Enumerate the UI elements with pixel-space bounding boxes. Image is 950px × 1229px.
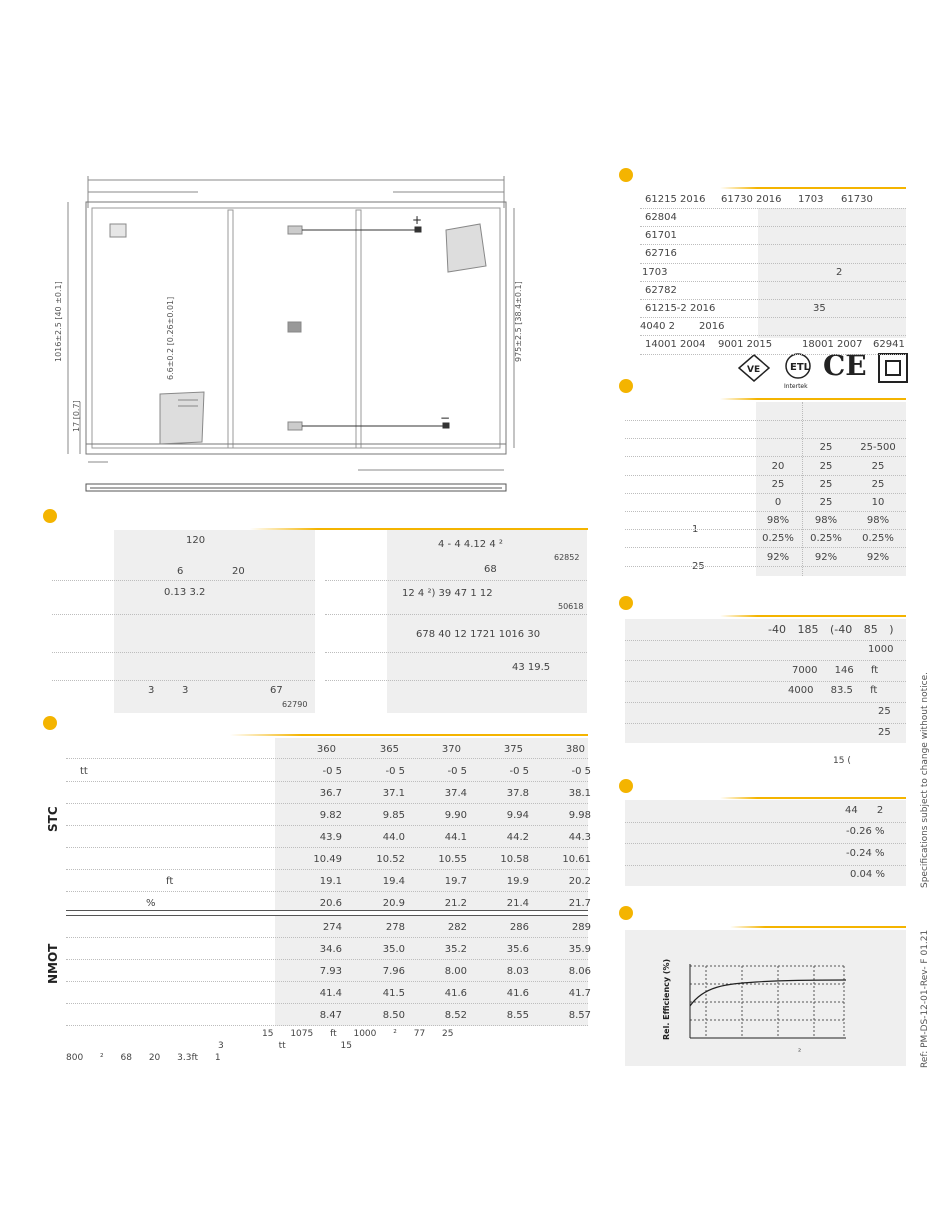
temp-nmot: 44 2 xyxy=(845,805,884,816)
dim-height-right: 975±2.5 [38.4±0.1] xyxy=(514,281,523,362)
cert-r2: 62804 xyxy=(645,212,677,223)
elec-stc-cell: 9.90 xyxy=(444,810,467,821)
mech-ip-value: 68 xyxy=(484,564,497,575)
dim-hole: 6.6±0.2 [0.26±0.01] xyxy=(166,296,175,380)
row-divider xyxy=(625,529,906,530)
elec-nmot-cell: 8.52 xyxy=(444,1010,467,1021)
row-divider xyxy=(66,847,588,848)
warranty-label-25: 25 xyxy=(692,561,705,572)
cert-r5-a: 1703 xyxy=(642,267,668,278)
elec-foot-1: 15 1075 ft 1000 ² 77 25 xyxy=(262,1029,454,1039)
elec-stc-cell: 43.9 xyxy=(319,832,342,843)
row-divider xyxy=(625,660,906,661)
row-divider xyxy=(640,281,906,282)
warranty-cell: 92% xyxy=(766,551,790,563)
elec-nmot-cell: 35.2 xyxy=(444,944,467,955)
elec-stc-cell: 21.4 xyxy=(506,898,529,909)
warranty-label-1: 1 xyxy=(692,524,699,535)
etl-logo-text: Intertek xyxy=(784,383,808,390)
warranty-cell: 98% xyxy=(814,515,838,527)
row-divider xyxy=(640,226,906,227)
elec-nmot-cell: 35.6 xyxy=(506,944,529,955)
oper-note: 15 ( xyxy=(833,756,851,766)
row-divider xyxy=(625,511,906,512)
elec-foot-3: 800 ² 68 20 3.3ft 1 xyxy=(66,1053,221,1063)
oper-voltage: 1000 xyxy=(868,644,894,655)
cert-r9-c: 18001 2007 xyxy=(802,339,863,350)
cert-r6: 62782 xyxy=(645,285,677,296)
elec-stc-cell: -0 5 xyxy=(322,766,342,777)
row-divider xyxy=(640,208,906,209)
warranty-cell: 10 xyxy=(871,497,885,508)
elec-stc-cell: -0 5 xyxy=(385,766,405,777)
cert-r3: 61701 xyxy=(645,230,677,241)
elec-nmot-cell: 34.6 xyxy=(319,944,342,955)
elec-nmot-cell: 41.7 xyxy=(568,988,591,999)
mech-cable-spec-sub: 50618 xyxy=(558,602,584,611)
elec-stc-cell: 37.1 xyxy=(382,788,405,799)
row-divider xyxy=(640,244,906,245)
cert-r5-b: 2 xyxy=(836,267,843,278)
elec-stc-cell: 19.7 xyxy=(444,876,467,887)
elec-stc-cell: 21.7 xyxy=(568,898,591,909)
row-divider xyxy=(66,1025,588,1026)
elec-nmot-cell: 41.4 xyxy=(319,988,342,999)
elec-nmot-cell: 41.6 xyxy=(444,988,467,999)
module-drawing xyxy=(48,172,528,512)
elec-row-label: % xyxy=(146,898,156,909)
warranty-cell: 98% xyxy=(866,515,890,527)
elec-stc-cell: 44.1 xyxy=(444,832,467,843)
elec-nmot-cell: 7.96 xyxy=(382,966,405,977)
oper-load-front: 7000 146 ft xyxy=(792,665,879,676)
elec-stc-cell: -0 5 xyxy=(571,766,591,777)
oper-load-back: 4000 83.5 ft xyxy=(788,685,878,696)
etl-logo-icon xyxy=(780,352,816,390)
warranty-cell: 25 xyxy=(819,478,833,490)
elec-stc-cell: 36.7 xyxy=(319,788,342,799)
row-divider xyxy=(325,652,587,653)
row-divider xyxy=(640,335,906,336)
mech-cable-b: 3 xyxy=(182,685,189,696)
section-bullet-warranty xyxy=(619,379,633,393)
elec-nmot-cell: 289 xyxy=(571,922,591,933)
lowlight-ylabel: Rel. Efficiency (%) xyxy=(662,958,671,1040)
row-divider xyxy=(625,681,906,682)
section-rule-electrical xyxy=(230,734,588,736)
mech-cells-value: 120 xyxy=(186,535,206,546)
ve-logo-icon xyxy=(738,354,770,382)
warranty-cell: 0.25% xyxy=(862,533,894,545)
elec-stc-cell: -0 5 xyxy=(509,766,529,777)
row-divider xyxy=(325,580,587,581)
elec-col-header: 360 xyxy=(316,744,336,755)
cert-panel xyxy=(758,208,906,338)
section-bullet-certifications xyxy=(619,168,633,182)
row-divider xyxy=(325,680,587,681)
row-divider xyxy=(625,420,906,421)
elec-nmot-cell: 41.6 xyxy=(506,988,529,999)
ve-logo-text: VE xyxy=(747,365,761,375)
warranty-cell: 0.25% xyxy=(762,533,794,545)
elec-stc-cell: 19.4 xyxy=(382,876,405,887)
elec-stc-cell: 19.1 xyxy=(319,876,342,887)
mech-jbox-value: 4 - 4 4.12 4 ² xyxy=(438,539,503,550)
row-divider xyxy=(640,263,906,264)
elec-nmot-cell: 8.06 xyxy=(568,966,591,977)
cert-r8-b: 2016 xyxy=(699,321,725,332)
row-divider xyxy=(66,891,588,892)
oper-temp: -40 185 (-40 85 ) xyxy=(768,623,894,636)
elec-stc-cell: 9.98 xyxy=(568,810,591,821)
section-rule-lowlight xyxy=(730,926,906,928)
row-divider xyxy=(66,825,588,826)
elec-stc-cell: 9.85 xyxy=(382,810,405,821)
elec-stc-cell: 37.8 xyxy=(506,788,529,799)
row-divider xyxy=(625,702,906,703)
elec-nmot-cell: 274 xyxy=(322,922,342,933)
temp-isc-coef: 0.04 % xyxy=(850,869,885,880)
mech-weight: 43 19.5 xyxy=(512,662,551,673)
dim-bottom: 17 [0.7] xyxy=(72,400,81,432)
elec-nmot-cell: 8.03 xyxy=(506,966,529,977)
warranty-cell: 25 xyxy=(819,442,833,454)
section-bullet-temperature xyxy=(619,779,633,793)
row-divider xyxy=(625,566,906,567)
mech-jbox-sub: 62852 xyxy=(554,553,580,562)
section-rule-certifications xyxy=(720,187,906,189)
mechanical-panel-left xyxy=(114,530,315,713)
ce-logo-icon: CE xyxy=(823,349,867,382)
temp-pmax-coef: -0.26 % xyxy=(846,826,885,837)
etl-mark: ETL xyxy=(790,362,811,373)
elec-nmot-cell: 282 xyxy=(447,922,467,933)
elec-stc-cell: 10.49 xyxy=(313,854,342,865)
cert-r7-a: 61215-2 2016 xyxy=(645,303,716,314)
elec-col-header: 375 xyxy=(503,744,523,755)
elec-nmot-cell: 35.9 xyxy=(568,944,591,955)
section-rule-operating xyxy=(720,615,906,617)
elec-stc-cell: 44.0 xyxy=(382,832,405,843)
elec-nmot-cell: 278 xyxy=(385,922,405,933)
elec-col-header: 370 xyxy=(441,744,461,755)
row-divider xyxy=(325,614,587,615)
cert-r1-c: 1703 xyxy=(798,194,824,205)
elec-nmot-cell: 41.5 xyxy=(382,988,405,999)
row-divider xyxy=(625,843,906,844)
elec-nmot-cell: 286 xyxy=(509,922,529,933)
elec-stc-cell: 10.61 xyxy=(562,854,591,865)
cert-r9-b: 9001 2015 xyxy=(718,339,773,350)
elec-stc-cell: 10.55 xyxy=(438,854,467,865)
mech-cable-a: 3 xyxy=(148,685,155,696)
elec-stc-cell: 38.1 xyxy=(568,788,591,799)
cert-r7-b: 35 xyxy=(813,303,826,314)
elec-col-header: 365 xyxy=(379,744,399,755)
row-divider xyxy=(625,547,906,548)
warranty-cell: 92% xyxy=(814,551,838,563)
mech-glass-value: 0.13 3.2 xyxy=(164,587,206,598)
elec-stc-cell: 44.2 xyxy=(506,832,529,843)
stc-label: STC xyxy=(46,806,60,832)
row-divider xyxy=(625,723,906,724)
lowlight-chart xyxy=(686,962,850,1042)
warranty-cell: 25 xyxy=(819,497,833,508)
elec-stc-cell: 19.9 xyxy=(506,876,529,887)
section-rule-warranty xyxy=(720,398,906,400)
elec-stc-cell: 20.9 xyxy=(382,898,405,909)
section-bullet-lowlight xyxy=(619,906,633,920)
row-divider xyxy=(66,937,588,938)
row-divider xyxy=(66,758,588,759)
cert-r1-b: 61730 2016 xyxy=(721,194,782,205)
row-divider xyxy=(52,652,315,653)
elec-stc-cell: 10.58 xyxy=(500,854,529,865)
row-divider xyxy=(625,475,906,476)
row-divider xyxy=(625,493,906,494)
cert-r4: 62716 xyxy=(645,248,677,259)
elec-nmot-cell: 8.57 xyxy=(568,1010,591,1021)
row-divider xyxy=(66,803,588,804)
row-divider xyxy=(52,580,315,581)
side-spec-note: Specifications subject to change without notice. xyxy=(920,672,930,888)
mech-cable-c: 67 xyxy=(270,685,283,696)
oper-fuse: 25 xyxy=(878,706,891,717)
row-divider xyxy=(640,299,906,300)
row-divider xyxy=(66,1003,588,1004)
section-rule-temperature xyxy=(720,797,906,799)
warranty-cell: 25 xyxy=(771,478,785,490)
elec-row-label: tt xyxy=(80,766,88,777)
elec-nmot-cell: 8.00 xyxy=(444,966,467,977)
row-divider xyxy=(625,456,906,457)
elec-stc-cell: 10.52 xyxy=(376,854,405,865)
elec-foot-2: 3 tt 15 xyxy=(218,1041,352,1051)
row-divider xyxy=(640,317,906,318)
warranty-cell: 25 xyxy=(871,460,885,472)
row-divider xyxy=(66,959,588,960)
row-divider xyxy=(66,981,588,982)
section-bullet-mechanical xyxy=(43,509,57,523)
row-divider xyxy=(66,869,588,870)
row-divider xyxy=(625,438,906,439)
row-divider xyxy=(640,354,906,355)
elec-row-label: ft xyxy=(166,876,174,887)
oper-hail: 25 xyxy=(878,727,891,738)
row-divider xyxy=(625,822,906,823)
class-ii-icon xyxy=(878,353,908,383)
section-bullet-operating xyxy=(619,596,633,610)
lowlight-xlabel: ² xyxy=(798,1047,802,1056)
warranty-cell: 25 xyxy=(819,460,833,472)
elec-nmot-cell: 35.0 xyxy=(382,944,405,955)
cert-r1-a: 61215 2016 xyxy=(645,194,706,205)
row-divider xyxy=(625,865,906,866)
mech-cell-dim-a: 6 xyxy=(177,566,184,577)
row-divider xyxy=(52,680,315,681)
elec-col-header: 380 xyxy=(565,744,585,755)
elec-stc-cell: 9.94 xyxy=(506,810,529,821)
mech-dimensions: 678 40 12 1721 1016 30 xyxy=(416,629,541,640)
warranty-cell: 98% xyxy=(766,515,790,527)
side-ref: Ref: PM-DS-12-01-Rev- F 01.21 xyxy=(920,929,930,1068)
row-divider xyxy=(66,781,588,782)
mech-cable-spec: 12 4 ²) 39 47 1 12 xyxy=(402,588,493,599)
mech-cell-dim-b: 20 xyxy=(232,566,245,577)
elec-stc-cell: 21.2 xyxy=(444,898,467,909)
elec-nmot-cell: 8.55 xyxy=(506,1010,529,1021)
elec-nmot-cell: 8.50 xyxy=(382,1010,405,1021)
row-divider xyxy=(625,640,906,641)
warranty-cell: 0.25% xyxy=(810,533,842,545)
section-bullet-electrical xyxy=(43,716,57,730)
stc-nmot-separator xyxy=(66,910,588,916)
elec-nmot-cell: 7.93 xyxy=(319,966,342,977)
warranty-cell: 25 xyxy=(871,478,885,490)
elec-stc-cell: -0 5 xyxy=(447,766,467,777)
dim-height-left: 1016±2.5 [40 ±0.1] xyxy=(54,281,63,362)
minus-sign: − xyxy=(440,411,451,425)
warranty-cell: 20 xyxy=(771,460,785,472)
cert-r9-d: 62941 xyxy=(873,339,905,350)
cert-r1-d: 61730 xyxy=(841,194,873,205)
cert-r8-a: 4040 2 xyxy=(640,321,675,332)
elec-stc-cell: 20.2 xyxy=(568,876,591,887)
row-divider xyxy=(52,614,315,615)
elec-stc-cell: 20.6 xyxy=(319,898,342,909)
elec-nmot-cell: 8.47 xyxy=(319,1010,342,1021)
warranty-cell: 92% xyxy=(866,551,890,563)
temp-voc-coef: -0.24 % xyxy=(846,848,885,859)
nmot-label: NMOT xyxy=(46,943,60,984)
elec-stc-cell: 37.4 xyxy=(444,788,467,799)
plus-sign: + xyxy=(412,213,423,227)
warranty-cell: 0 xyxy=(774,497,782,508)
cert-r9-a: 14001 2004 xyxy=(645,339,706,350)
mech-cable-sub: 62790 xyxy=(282,700,308,709)
warranty-cell: 25-500 xyxy=(860,442,896,454)
elec-stc-cell: 44.3 xyxy=(568,832,591,843)
elec-stc-cell: 9.82 xyxy=(319,810,342,821)
